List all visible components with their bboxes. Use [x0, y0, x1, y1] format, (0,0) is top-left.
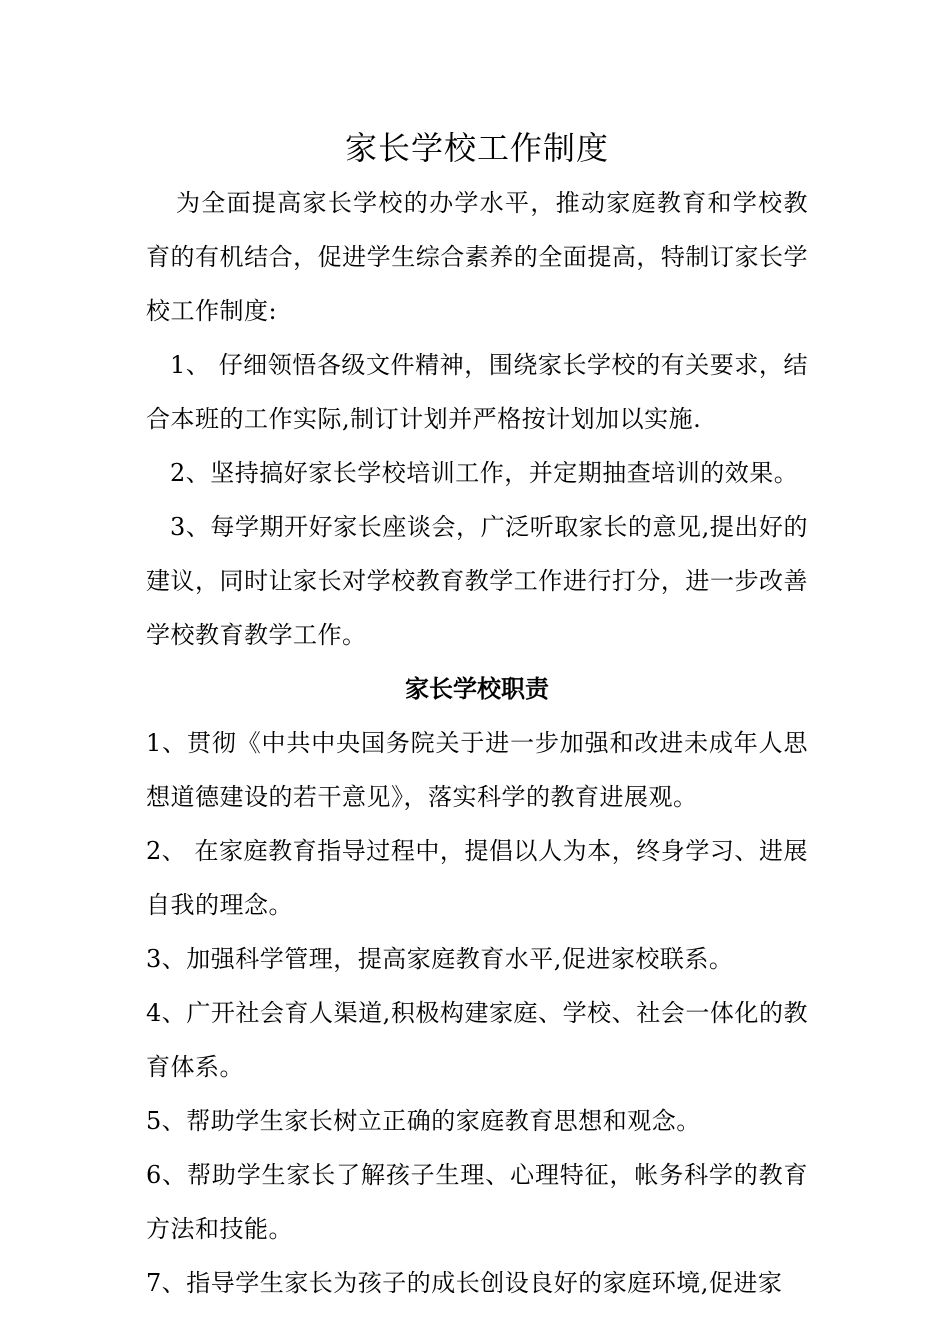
- section-title: 家长学校职责: [405, 674, 549, 703]
- rule-item-3: 3、每学期开好家长座谈会，广泛听取家长的意见,提出好的建议，同时让家长对学校教育教学工作进行打分，进一步改善学校教育教学工作。: [146, 513, 808, 649]
- duty-item-2: 2、 在家庭教育指导过程中，提倡以人为本，终身学习、进展自我的理念。: [146, 837, 808, 919]
- duty-item-4: 4、广开社会育人渠道,积极构建家庭、学校、社会一体化的教育体系。: [146, 999, 808, 1081]
- intro-paragraph: 为全面提高家长学校的办学水平，推动家庭教育和学校教育的有机结合，促进学生综合素养的全面提高，特制订家长学校工作制度:: [146, 189, 808, 325]
- duty-item-7: 7、指导学生家长为孩子的成长创设良好的家庭环境,促进家: [146, 1269, 783, 1297]
- rule-item-2: 2、坚持搞好家长学校培训工作，并定期抽查培训的效果。: [170, 459, 799, 487]
- rule-item-1: 1、 仔细领悟各级文件精神，围绕家长学校的有关要求，结合本班的工作实际,制订计划并严格按计划加以实施.: [146, 351, 808, 433]
- document-title: 家长学校工作制度: [344, 129, 609, 167]
- duty-item-1: 1、贯彻《中共中央国务院关于进一步加强和改进未成年人思想道德建设的若干意见》，落实科学的教育进展观。: [146, 729, 808, 811]
- duty-item-6: 6、帮助学生家长了解孩子生理、心理特征，帐务科学的教育方法和技能。: [146, 1161, 808, 1243]
- document-body: [146, 124, 808, 1310]
- duty-item-3: 3、加强科学管理，提高家庭教育水平,促进家校联系。: [146, 945, 734, 973]
- duty-item-5: 5、帮助学生家长树立正确的家庭教育思想和观念。: [146, 1107, 701, 1135]
